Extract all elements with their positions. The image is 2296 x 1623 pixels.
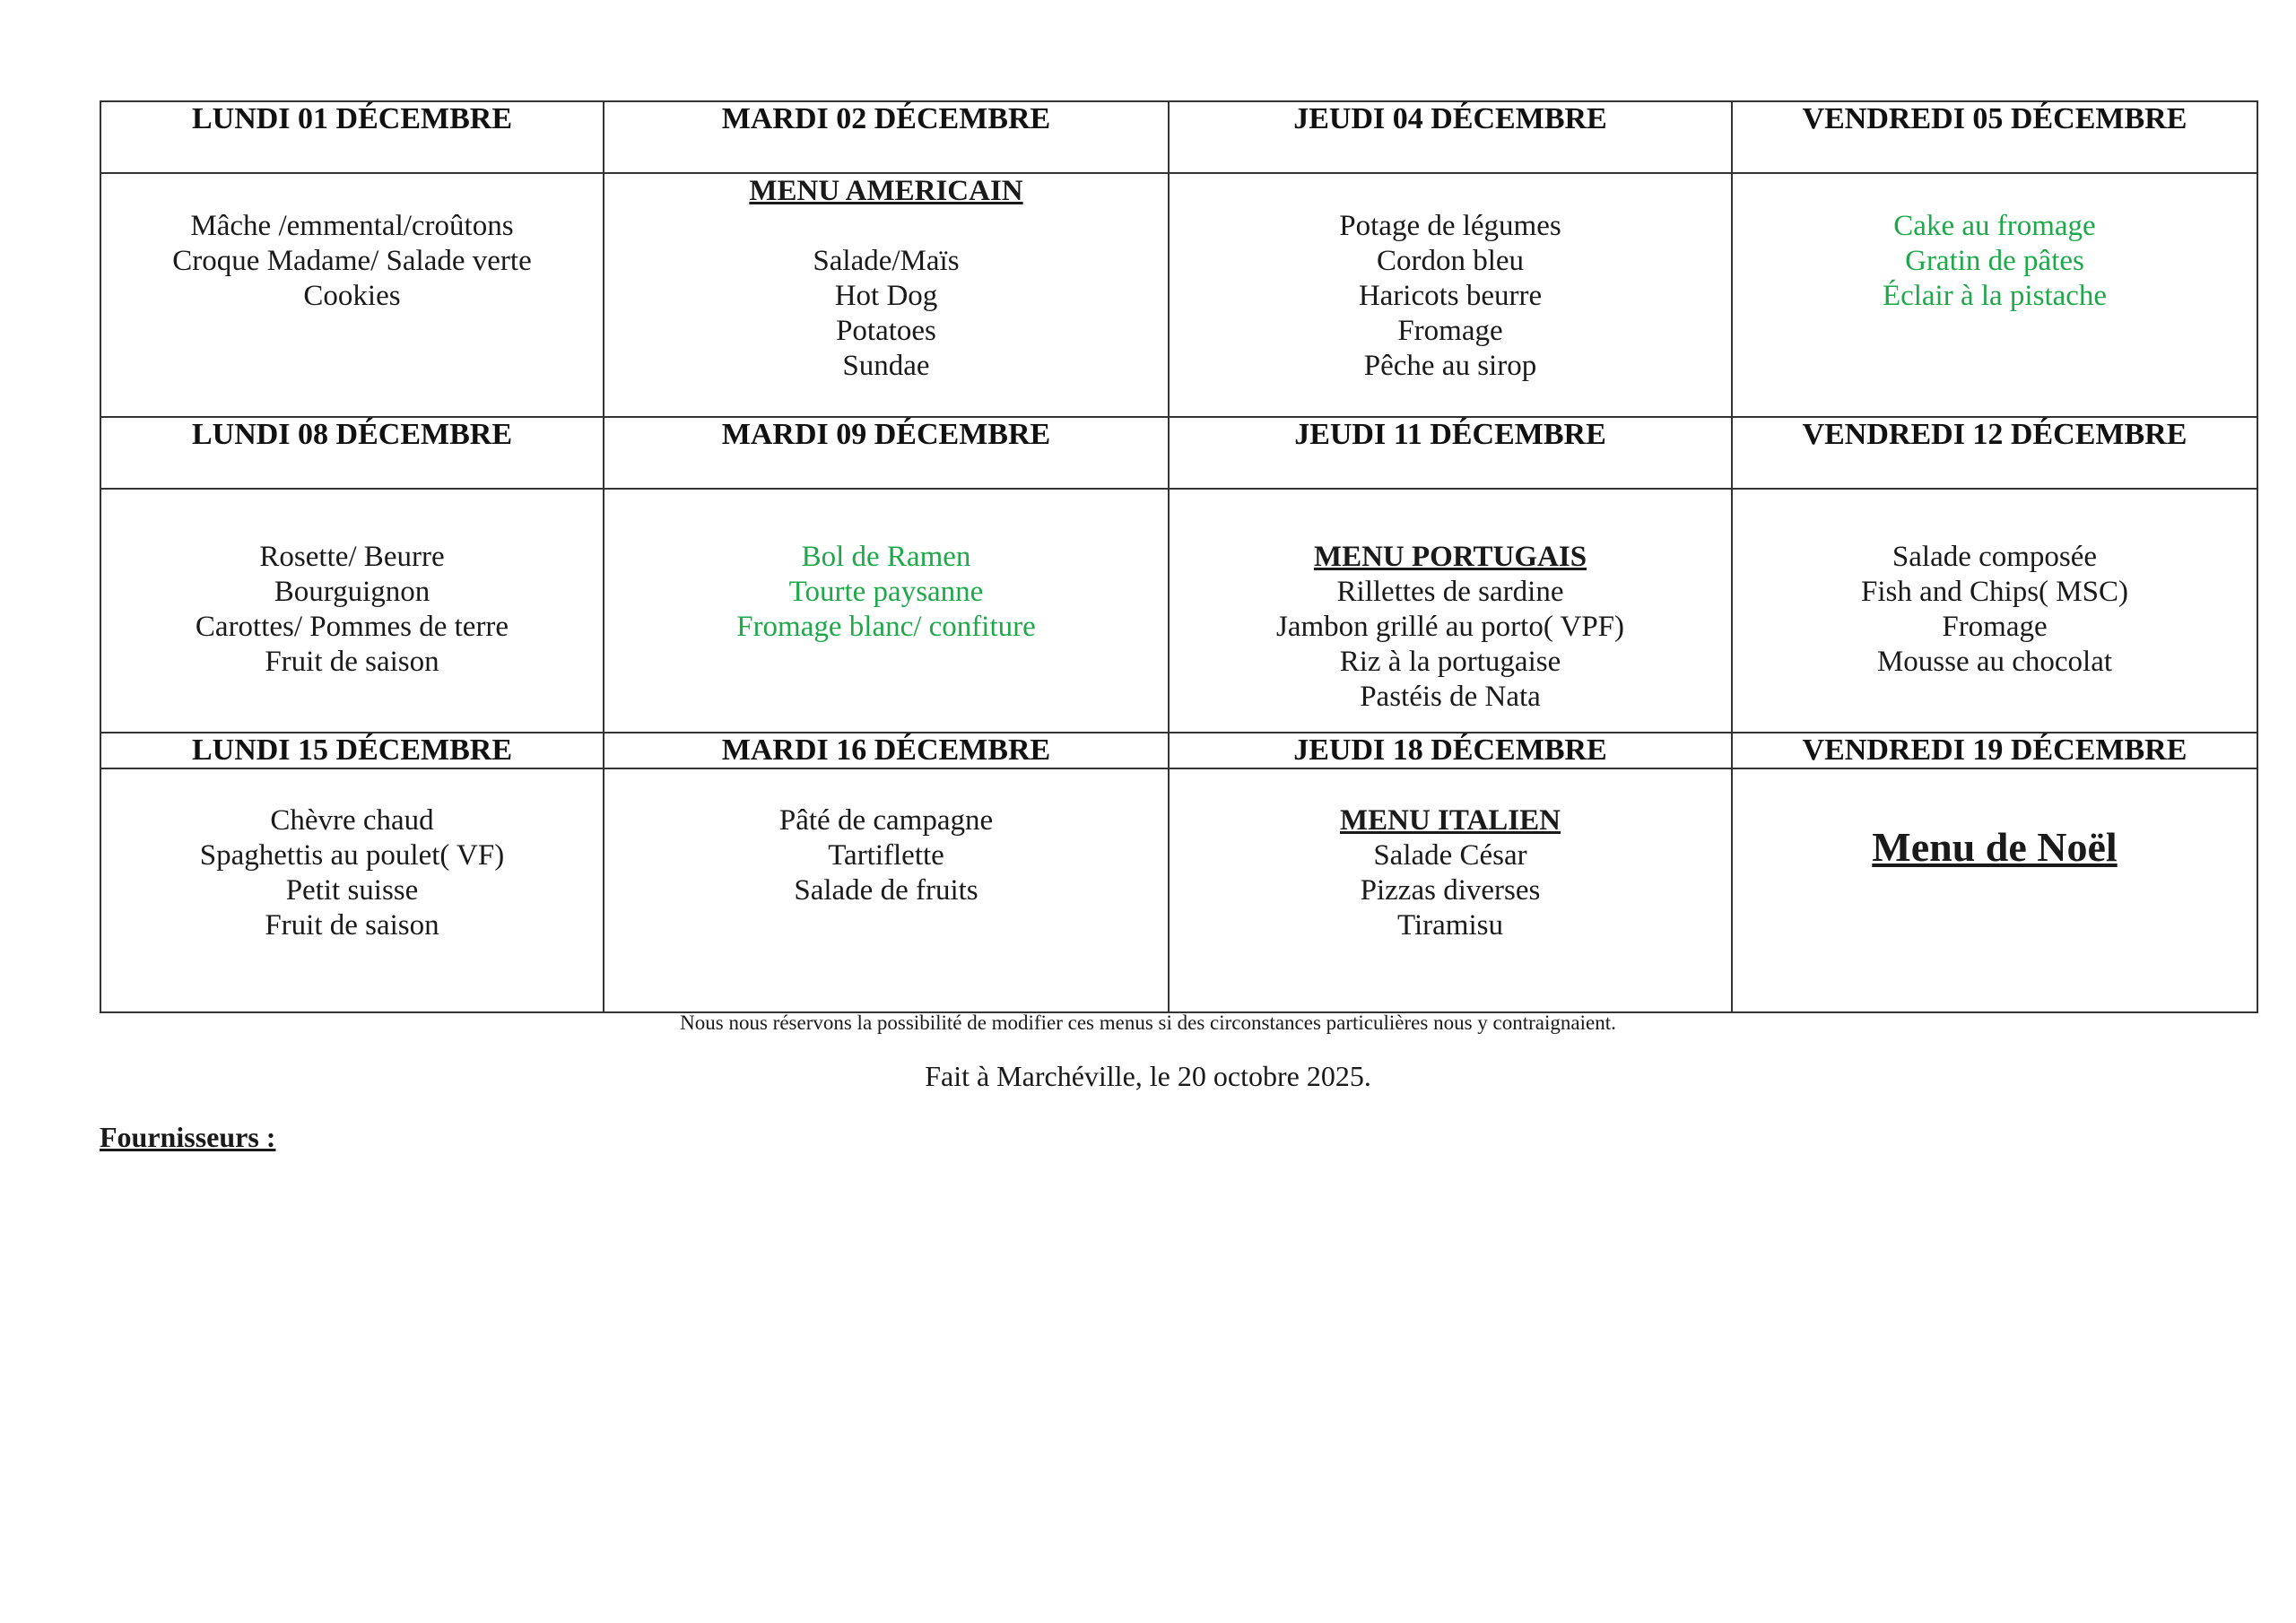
menu-cell [1169, 173, 1732, 417]
menu-item: Jambon grillé au porto( VPF) [1275, 611, 1625, 643]
day-header: JEUDI 11 DÉCEMBRE [1169, 417, 1732, 489]
suppliers-heading: Fournisseurs : [100, 1121, 276, 1153]
menu-item: Petit suisse [285, 874, 419, 907]
menu-item: Fruit de saison [265, 909, 439, 942]
menu-cell [1169, 489, 1732, 733]
menu-item: Salade de fruits [794, 874, 978, 907]
menu-item: Cake au fromage [1893, 210, 2096, 242]
day-header: JEUDI 18 DÉCEMBRE [1169, 733, 1732, 768]
day-header: LUNDI 08 DÉCEMBRE [100, 417, 604, 489]
theme-menu-title: MENU AMERICAIN [749, 175, 1023, 207]
menu-item: Fruit de saison [265, 646, 439, 678]
menu-item: Pastéis de Nata [1360, 681, 1541, 713]
day-header: MARDI 09 DÉCEMBRE [604, 417, 1169, 489]
menu-item: Potage de légumes [1339, 210, 1561, 242]
menu-cell [100, 489, 604, 733]
menu-item: Bourguignon [274, 576, 430, 608]
week-1-header-row [100, 101, 2257, 173]
menu-item: Tiramisu [1397, 909, 1503, 942]
menu-item: Salade César [1373, 839, 1527, 872]
week-1-menu-row [100, 173, 2257, 417]
menu-item: Pizzas diverses [1360, 874, 1541, 907]
menu-cell [1732, 489, 2257, 733]
menu-item: Fromage [1942, 611, 2048, 643]
menu-item: Mousse au chocolat [1876, 646, 2113, 678]
menu-table [100, 100, 2258, 1013]
menu-item: Chèvre chaud [270, 804, 434, 837]
week-3-header-row [100, 733, 2257, 768]
menu-item: Gratin de pâtes [1905, 245, 2084, 277]
menu-cell [1732, 173, 2257, 417]
menu-item: Cookies [303, 280, 401, 312]
menu-cell [604, 768, 1169, 1012]
menu-item: Potatoes [836, 315, 936, 347]
day-header: VENDREDI 12 DÉCEMBRE [1732, 417, 2257, 489]
menu-item: Rosette/ Beurre [259, 541, 445, 573]
menu-item: Rillettes de sardine [1336, 576, 1564, 608]
menu-item: Carottes/ Pommes de terre [195, 611, 509, 643]
menu-item: Salade/Maïs [813, 245, 960, 277]
menu-item: Cordon bleu [1376, 245, 1525, 277]
day-header: LUNDI 01 DÉCEMBRE [100, 101, 604, 173]
menu-item: Bol de Ramen [801, 541, 971, 573]
disclaimer-note: Nous nous réservons la possibilité de modifier ces menus si des circonstances particulières nous y contraignaient. [680, 1011, 1616, 1034]
menu-cell [604, 173, 1169, 417]
menu-item: Tourte paysanne [788, 576, 984, 608]
day-header: JEUDI 04 DÉCEMBRE [1169, 101, 1732, 173]
menu-item: Croque Madame/ Salade verte [172, 245, 532, 277]
menu-item: Pêche au sirop [1363, 350, 1537, 382]
menu-item: Salade composée [1892, 541, 2098, 573]
week-3-menu-row [100, 768, 2257, 1012]
theme-menu-title: MENU ITALIEN [1339, 804, 1561, 837]
day-header: LUNDI 15 DÉCEMBRE [100, 733, 604, 768]
menu-item: Tartiflette [828, 839, 944, 872]
day-header: VENDREDI 05 DÉCEMBRE [1732, 101, 2257, 173]
menu-item: Fromage blanc/ confiture [736, 611, 1036, 643]
day-header: MARDI 16 DÉCEMBRE [604, 733, 1169, 768]
menu-item: Fromage [1397, 315, 1503, 347]
menu-item: Sundae [842, 350, 930, 382]
menu-cell [1732, 768, 2257, 1012]
menu-item: Pâté de campagne [778, 804, 994, 837]
day-header: VENDREDI 19 DÉCEMBRE [1732, 733, 2257, 768]
menu-item: Éclair à la pistache [1882, 280, 2108, 312]
menu-item: Haricots beurre [1358, 280, 1543, 312]
menu-item: Mâche /emmental/croûtons [190, 210, 514, 242]
menu-item: Fish and Chips( MSC) [1861, 576, 2128, 608]
menu-cell [604, 489, 1169, 733]
theme-menu-title: MENU PORTUGAIS [1313, 541, 1587, 573]
week-2-header-row [100, 417, 2257, 489]
menu-item: Spaghettis au poulet( VF) [199, 839, 505, 872]
menu-cell [1169, 768, 1732, 1012]
menu-item: Hot Dog [834, 280, 938, 312]
menu-item: Riz à la portugaise [1339, 646, 1561, 678]
signature-line: Fait à Marchéville, le 20 octobre 2025. [925, 1060, 1371, 1092]
menu-cell [100, 768, 604, 1012]
christmas-menu-title: Menu de Noël [1872, 824, 2118, 870]
menu-cell [100, 173, 604, 417]
week-2-menu-row [100, 489, 2257, 733]
day-header: MARDI 02 DÉCEMBRE [604, 101, 1169, 173]
